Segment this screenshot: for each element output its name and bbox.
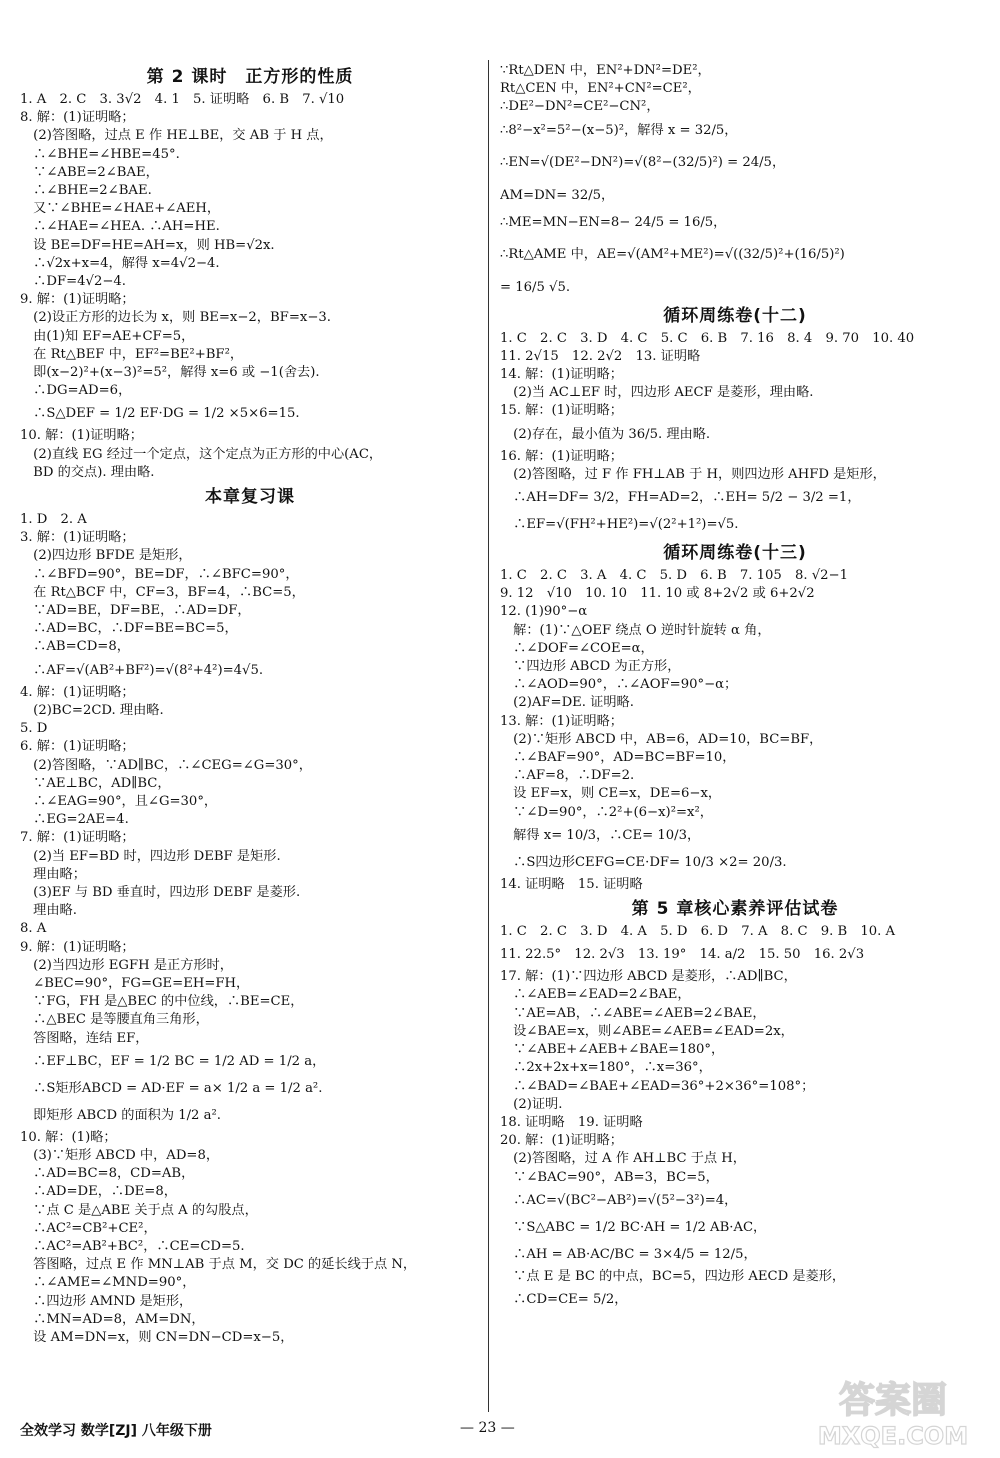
answer-line: (2)AF=DE. 证明略. <box>500 695 634 711</box>
answer-line: ∴∠BHE=∠HBE=45°. <box>20 146 180 162</box>
answer-line: ∴∠HAE=∠HEA. ∴AH=HE. <box>20 219 220 235</box>
answer-line: ∴EF⊥BC，EF = 1/2 BC = 1/2 AD = 1/2 a， <box>20 1053 326 1069</box>
answer-line: (3)∵矩形 ABCD 中，AD=8， <box>20 1147 220 1163</box>
answer-line: AM=DN= 32/5， <box>500 187 615 203</box>
left-column <box>20 62 480 1347</box>
answer-line: 理由略. <box>20 903 77 919</box>
answer-line: (2)当 AC⊥EF 时，四边形 AECF 是菱形，理由略. <box>500 385 814 401</box>
answer-line: 8. A <box>20 921 47 937</box>
answer-line: 即(x−2)²+(x−3)²=5²，解得 x=6 或 −1(舍去). <box>20 365 320 381</box>
answer-line: ∴EG=2AE=4. <box>20 812 129 828</box>
answer-line: 设 AM=DN=x，则 CN=DN−CD=x−5， <box>20 1329 294 1345</box>
answer-line: 解得 x= 10/3，∴CE= 10/3， <box>500 827 701 843</box>
answer-line: ∵AD=BE，DF=BE，∴AD=DF， <box>20 603 251 619</box>
answer-line: 1. C 2. C 3. D 4. A 5. D 6. D 7. A 8. C 9. B 10. A <box>500 924 896 940</box>
answer-line: (2)当 EF=BD 时，四边形 DEBF 是矩形. <box>20 848 281 864</box>
answer-line: 5. D <box>20 721 48 737</box>
answer-line: 17. 解：(1)∵四边形 ABCD 是菱形，∴AD∥BC， <box>500 969 797 985</box>
answer-line: ∵AE=AB，∴∠ABE=∠AEB=2∠BAE， <box>500 1005 766 1021</box>
answer-line: (2)BC=2CD. 理由略. <box>20 702 164 718</box>
watermark-logo <box>808 1372 978 1452</box>
answer-line: ∴√2x+x=4，解得 x=4√2−4. <box>20 255 220 271</box>
answer-line: ∴AB=CD=8， <box>20 639 130 655</box>
answer-line: ∵四边形 ABCD 为正方形， <box>500 659 681 675</box>
watermark-line2: MXQE.COM <box>817 1422 969 1450</box>
answer-line: ∴AC²=AB²+BC²，∴CE=CD=5. <box>20 1238 245 1254</box>
answer-line: 在 Rt△BEF 中，EF²=BE²+BF²， <box>20 346 244 362</box>
section-title: 本章复习课 <box>205 487 295 508</box>
answer-line: BD 的交点). 理由略. <box>20 464 155 480</box>
answer-line: 18. 证明略 19. 证明略 <box>500 1114 643 1130</box>
answer-line: ∴DG=AD=6， <box>20 383 132 399</box>
column-divider <box>488 60 489 1412</box>
answer-line: 6. 解：(1)证明略； <box>20 739 135 755</box>
answer-line: ∠BEC=90°，FG=GE=EH=FH， <box>20 975 250 991</box>
answer-line: ∴2x+2x+x=180°，∴x=36°， <box>500 1060 712 1076</box>
section-title: 循环周练卷(十三) <box>663 543 807 564</box>
answer-line: 又∵∠BHE=∠HAE+∠AEH， <box>20 201 221 217</box>
answer-line: ∴AF=√(AB²+BF²)=√(8²+4²)=4√5. <box>20 662 264 678</box>
answer-line: 9. 解：(1)证明略； <box>20 292 135 308</box>
answer-line: (2)直线 EG 经过一个定点，这个定点为正方形的中心(AC， <box>20 446 383 462</box>
answer-line: (2)答图略，过 F 作 FH⊥AB 于 H，则四边形 AHFD 是矩形， <box>500 466 886 482</box>
book-title: 全效学习 数学[ZJ] 八年级下册 <box>20 1423 212 1439</box>
answer-line: (3)EF 与 BD 垂直时，四边形 DEBF 是菱形. <box>20 884 301 900</box>
answer-line: ∴8²−x²=5²−(x−5)²，解得 x = 32/5， <box>500 122 738 138</box>
answer-line: 9. 解：(1)证明略； <box>20 939 135 955</box>
right-column <box>500 62 970 1313</box>
answer-line: ∴AD=BC，∴DF=BE=BC=5， <box>20 621 238 637</box>
answer-line: 答图略，连结 EF， <box>20 1030 149 1046</box>
section-title: 第 5 章核心素养评估试卷 <box>631 899 839 920</box>
answer-line: 解：(1)∵△OEF 绕点 O 逆时针旋转 α 角， <box>500 622 771 638</box>
answer-line: 13. 解：(1)证明略； <box>500 713 623 729</box>
answer-line: ∴AD=DE，∴DE=8， <box>20 1184 177 1200</box>
answer-line: (2)证明. <box>500 1096 563 1112</box>
watermark-line1: 答案圈 <box>838 1380 948 1421</box>
answer-line: ∴DF=4√2−4. <box>20 274 126 290</box>
answer-line: 理由略； <box>20 866 86 882</box>
answer-line: ∴∠AME=∠MND=90°， <box>20 1275 196 1291</box>
answer-line: ∵AE⊥BC，AD∥BC， <box>20 775 171 791</box>
answer-line: ∴△BEC 是等腰直角三角形， <box>20 1012 209 1028</box>
answer-line: 1. D 2. A <box>20 512 87 528</box>
answer-line: 1. C 2. C 3. A 4. C 5. D 6. B 7. 105 8. √2−1 <box>500 568 848 584</box>
answer-line: ∵FG，FH 是△BEC 的中位线，∴BE=CE， <box>20 994 304 1010</box>
answer-line: ∴CD=CE= 5/2， <box>500 1291 628 1307</box>
answer-line: ∴AC=√(BC²−AB²)=√(5²−3²)=4， <box>500 1192 738 1208</box>
answer-line: ∴AH=DF= 3/2，FH=AD=2，∴EH= 5/2 − 3/2 =1， <box>500 490 861 506</box>
answer-line: 14. 证明略 15. 证明略 <box>500 876 643 892</box>
answer-line: 10. 解：(1)证明略； <box>20 428 143 444</box>
answer-line: 8. 解：(1)证明略； <box>20 110 135 126</box>
answer-line: 由(1)知 EF=AE+CF=5， <box>20 328 195 344</box>
answer-line: (2)答图略，过 A 作 AH⊥BC 于点 H， <box>500 1151 746 1167</box>
page-number: — 23 — <box>460 1420 515 1436</box>
section-title: 循环周练卷(十二) <box>663 305 807 326</box>
answer-line: ∴S△DEF = 1/2 EF·DG = 1/2 ×5×6=15. <box>20 406 300 422</box>
answer-line: ∴AF=8，∴DF=2. <box>500 768 635 784</box>
answer-line: 设 BE=DF=HE=AH=x，则 HB=√2x. <box>20 237 275 253</box>
answer-line: 12. (1)90°−α <box>500 604 588 620</box>
answer-line: 15. 解：(1)证明略； <box>500 403 623 419</box>
answer-line: 在 Rt△BCF 中，CF=3，BF=4，∴BC=5， <box>20 584 305 600</box>
answer-line: (2)答图略，过点 E 作 HE⊥BE，交 AB 于 H 点， <box>20 128 333 144</box>
answer-line: 1. C 2. C 3. D 4. C 5. C 6. B 7. 16 8. 4 9. 70 10. 40 <box>500 330 915 346</box>
answer-line: (2)∵矩形 ABCD 中，AB=6，AD=10，BC=BF， <box>500 731 823 747</box>
answer-line: ∴四边形 AMND 是矩形， <box>20 1293 193 1309</box>
answer-line: 16. 解：(1)证明略； <box>500 448 623 464</box>
answer-line: ∴∠EAG=90°，且∠G=30°， <box>20 793 218 809</box>
section-title: 第 2 课时 正方形的性质 <box>146 67 354 87</box>
answer-line: 设 EF=x，则 CE=x，DE=6−x， <box>500 786 722 802</box>
answer-line: ∴∠AEB=∠EAD=2∠BAE， <box>500 987 691 1003</box>
answer-line: ∴∠AOD=90°，∴∠AOF=90°−α； <box>500 677 738 693</box>
answer-line: ∵点 E 是 BC 的中点，BC=5，四边形 AECD 是菱形， <box>500 1268 846 1284</box>
answer-line: 14. 解：(1)证明略； <box>500 367 623 383</box>
answer-line: ∴DE²−DN²=CE²−CN²， <box>500 99 660 115</box>
answer-line: ∵Rt△DEN 中，EN²+DN²=DE²， <box>500 63 711 78</box>
answer-line: ∴ME=MN−EN=8− 24/5 = 16/5， <box>500 214 727 230</box>
answer-line: ∵∠D=90°，∴2²+(6−x)²=x²， <box>500 804 713 820</box>
answer-line: ∴S四边形CEFG=CE·DF= 10/3 ×2= 20/3. <box>500 854 787 870</box>
answer-line: 1. A 2. C 3. 3√2 4. 1 5. 证明略 6. B 7. √10 <box>20 92 345 107</box>
answer-line: ∵S△ABC = 1/2 BC·AH = 1/2 AB·AC， <box>500 1219 767 1235</box>
answer-line: ∴∠BFD=90°，BE=DF，∴∠BFC=90°， <box>20 566 299 582</box>
answer-line: (2)设正方形的边长为 x，则 BE=x−2，BF=x−3. <box>20 310 331 326</box>
answer-line: (2)存在，最小值为 36/5. 理由略. <box>500 426 711 442</box>
answer-line: ∴∠BAD=∠BAE+∠EAD=36°+2×36°=108°； <box>500 1078 815 1094</box>
answer-line: ∴EN=√(DE²−DN²)=√(8²−(32/5)²) = 24/5， <box>500 154 786 170</box>
answer-line: 7. 解：(1)证明略； <box>20 830 135 846</box>
answer-line: ∴MN=AD=8，AM=DN， <box>20 1311 205 1327</box>
answer-line: ∵∠BAC=90°，AB=3，BC=5， <box>500 1169 719 1185</box>
answer-line: ∴∠DOF=∠COE=α， <box>500 640 654 656</box>
answer-line: 9. 12 √10 10. 10 11. 10 或 8+2√2 或 6+2√2 <box>500 586 815 602</box>
answer-line: ∴S矩形ABCD = AD·EF = a× 1/2 a = 1/2 a². <box>20 1080 323 1096</box>
answer-line: 3. 解：(1)证明略； <box>20 530 135 546</box>
answer-line: = 16/5 √5. <box>500 279 571 295</box>
answer-line: 10. 解：(1)略； <box>20 1129 117 1145</box>
answer-line: ∴∠BHE=2∠BAE. <box>20 183 152 199</box>
answer-line: 11. 22.5° 12. 2√3 13. 19° 14. a/2 15. 50 16. 2√3 <box>500 947 865 963</box>
answer-line: 20. 解：(1)证明略； <box>500 1133 623 1149</box>
answer-line: 设∠BAE=x，则∠ABE=∠AEB=∠EAD=2x， <box>500 1023 794 1039</box>
answer-line: 答图略，过点 E 作 MN⊥AB 于点 M，交 DC 的延长线于点 N， <box>20 1257 417 1273</box>
answer-line: ∴AD=BC=8，CD=AB， <box>20 1166 195 1182</box>
answer-line: ∴AC²=CB²+CE²， <box>20 1220 157 1236</box>
answer-line: ∵点 C 是△ABE 关于点 A 的勾股点， <box>20 1202 258 1218</box>
answer-line: 4. 解：(1)证明略； <box>20 684 135 700</box>
answer-line: ∴EF=√(FH²+HE²)=√(2²+1²)=√5. <box>500 517 739 533</box>
answer-line: ∵∠ABE+∠AEB+∠BAE=180°， <box>500 1042 725 1058</box>
answer-line: 即矩形 ABCD 的面积为 1/2 a². <box>20 1107 221 1123</box>
answer-line: 11. 2√15 12. 2√2 13. 证明略 <box>500 348 701 364</box>
answer-line: ∵∠ABE=2∠BAE， <box>20 164 159 180</box>
answer-line: ∴Rt△AME 中，AE=√(AM²+ME²)=√((32/5)²+(16/5)²) <box>500 246 845 262</box>
answer-line: Rt△CEN 中，EN²+CN²=CE²， <box>500 81 701 97</box>
answer-line: (2)答图略，∵AD∥BC，∴∠CEG=∠G=30°， <box>20 757 312 773</box>
answer-line: ∴∠BAF=90°，AD=BC=BF=10， <box>500 750 736 766</box>
answer-line: ∴AH = AB·AC/BC = 3×4/5 = 12/5， <box>500 1246 757 1262</box>
answer-line: (2)四边形 BFDE 是矩形， <box>20 548 192 564</box>
answer-line: (2)当四边形 EGFH 是正方形时， <box>20 957 233 973</box>
